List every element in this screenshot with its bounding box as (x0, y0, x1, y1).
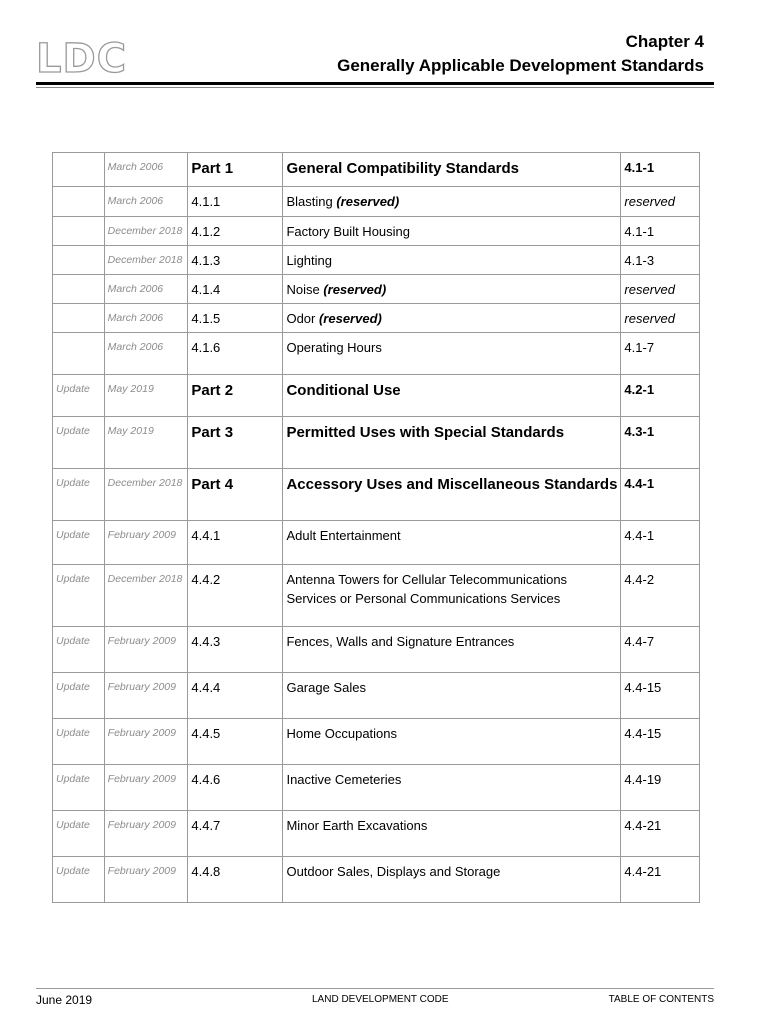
toc-status (53, 246, 105, 275)
toc-title-text: Outdoor Sales, Displays and Storage (286, 864, 501, 879)
toc-status: Update (53, 719, 105, 765)
toc-row[interactable] (53, 469, 700, 521)
toc-row[interactable] (53, 565, 700, 627)
header-rule (36, 82, 714, 85)
toc-title-text: Odor (286, 311, 319, 326)
toc-status (53, 275, 105, 304)
chapter-header (337, 30, 704, 78)
toc-title-text: Garage Sales (286, 680, 366, 695)
toc-row[interactable] (53, 246, 700, 275)
toc-status: Update (53, 811, 105, 857)
toc-row[interactable] (53, 217, 700, 246)
toc-page: reserved (621, 187, 700, 217)
toc-title (283, 417, 621, 469)
toc-table (52, 152, 700, 903)
toc-number: 4.4.6 (188, 765, 283, 811)
toc-title-text: Home Occupations (286, 726, 398, 741)
toc-number: Part 4 (188, 469, 283, 521)
toc-number: 4.1.1 (188, 187, 283, 217)
toc-title (283, 375, 621, 417)
toc-row[interactable] (53, 857, 700, 903)
toc-title-text: Adult Entertainment (286, 528, 401, 543)
toc-page: 4.4-1 (621, 521, 700, 565)
toc-number: 4.4.4 (188, 673, 283, 719)
toc-number: 4.1.5 (188, 304, 283, 333)
footer-date: June 2019 (36, 993, 93, 1007)
toc-title-text: Lighting (286, 253, 332, 268)
toc-title (283, 521, 621, 565)
toc-date: May 2019 (104, 417, 188, 469)
toc-number: 4.4.1 (188, 521, 283, 565)
toc-number: 4.1.3 (188, 246, 283, 275)
toc-date: February 2009 (104, 765, 188, 811)
toc-page: 4.4-19 (621, 765, 700, 811)
toc-date: December 2018 (104, 565, 188, 627)
toc-date: March 2006 (104, 153, 188, 187)
toc-date: May 2019 (104, 375, 188, 417)
toc-row[interactable] (53, 153, 700, 187)
toc-row[interactable] (53, 375, 700, 417)
toc-date: December 2018 (104, 217, 188, 246)
toc-page: 4.2-1 (621, 375, 700, 417)
toc-page: 4.4-21 (621, 857, 700, 903)
toc-date: February 2009 (104, 719, 188, 765)
toc-number: 4.4.7 (188, 811, 283, 857)
toc-status: Update (53, 375, 105, 417)
toc-page: 4.4-21 (621, 811, 700, 857)
toc-title (283, 627, 621, 673)
toc-page: 4.1-1 (621, 153, 700, 187)
toc-title-text: Noise (286, 282, 324, 297)
toc-number: 4.1.4 (188, 275, 283, 304)
chapter-number: Chapter 4 (625, 32, 704, 51)
toc-page: 4.1-1 (621, 217, 700, 246)
toc-title-text: Fences, Walls and Signature Entrances (286, 634, 515, 649)
toc-row[interactable] (53, 417, 700, 469)
toc-date: March 2006 (104, 187, 188, 217)
toc-page: reserved (621, 275, 700, 304)
toc-status: Update (53, 627, 105, 673)
toc-number: Part 2 (188, 375, 283, 417)
toc-status: Update (53, 857, 105, 903)
toc-status: Update (53, 765, 105, 811)
toc-page: 4.4-1 (621, 469, 700, 521)
reserved-label: (reserved) (336, 194, 400, 209)
toc-number: 4.4.2 (188, 565, 283, 627)
toc-row[interactable] (53, 304, 700, 333)
toc-date: February 2009 (104, 811, 188, 857)
toc-title-text: Factory Built Housing (286, 224, 411, 239)
toc-date: February 2009 (104, 673, 188, 719)
toc-page: 4.1-7 (621, 333, 700, 375)
toc-title (283, 765, 621, 811)
toc-title-text: General Compatibility Standards (286, 160, 520, 177)
toc-title (283, 217, 621, 246)
toc-title-text: Minor Earth Excavations (286, 818, 428, 833)
toc-title-text: Permitted Uses with Special Standards (286, 424, 565, 441)
toc-date: March 2006 (104, 304, 188, 333)
toc-status (53, 304, 105, 333)
toc-title (283, 187, 621, 217)
footer-center: LAND DEVELOPMENT CODE (312, 994, 449, 1005)
toc-title (283, 811, 621, 857)
toc-title-text: Blasting (286, 194, 337, 209)
toc-title-text: Accessory Uses and Miscellaneous Standards (286, 476, 618, 493)
chapter-title: Generally Applicable Development Standards (337, 56, 704, 75)
toc-number: 4.1.6 (188, 333, 283, 375)
toc-status (53, 217, 105, 246)
toc-row[interactable] (53, 275, 700, 304)
toc-title (283, 857, 621, 903)
toc-title (283, 469, 621, 521)
toc-title (283, 246, 621, 275)
toc-date: December 2018 (104, 246, 188, 275)
footer-right: TABLE OF CONTENTS (608, 994, 714, 1005)
toc-title-text: Antenna Towers for Cellular Telecommunications Services or Personal Communications Services (286, 572, 568, 606)
toc-title-text: Conditional Use (286, 382, 401, 399)
toc-number: Part 3 (188, 417, 283, 469)
page-footer (36, 988, 714, 1009)
reserved-label: (reserved) (318, 311, 382, 326)
toc-page: 4.3-1 (621, 417, 700, 469)
toc-page: 4.1-3 (621, 246, 700, 275)
toc-row[interactable] (53, 333, 700, 375)
toc-page: 4.4-15 (621, 673, 700, 719)
toc-row[interactable] (53, 627, 700, 673)
toc-row[interactable] (53, 521, 700, 565)
ldc-logo: LDC (36, 36, 128, 82)
toc-date: February 2009 (104, 521, 188, 565)
toc-title (283, 304, 621, 333)
toc-page: reserved (621, 304, 700, 333)
toc-title (283, 153, 621, 187)
toc-status: Update (53, 521, 105, 565)
toc-date: February 2009 (104, 857, 188, 903)
toc-number: 4.1.2 (188, 217, 283, 246)
toc-title-text: Inactive Cemeteries (286, 772, 402, 787)
toc-status: Update (53, 565, 105, 627)
toc-date: March 2006 (104, 275, 188, 304)
toc-row[interactable] (53, 719, 700, 765)
toc-date: December 2018 (104, 469, 188, 521)
toc-title (283, 565, 621, 627)
toc-status: Update (53, 469, 105, 521)
toc-title (283, 719, 621, 765)
reserved-label: (reserved) (323, 282, 387, 297)
toc-date: March 2006 (104, 333, 188, 375)
toc-status: Update (53, 417, 105, 469)
toc-status (53, 333, 105, 375)
toc-number: 4.4.3 (188, 627, 283, 673)
toc-status: Update (53, 673, 105, 719)
toc-date: February 2009 (104, 627, 188, 673)
toc-page: 4.4-15 (621, 719, 700, 765)
toc-title (283, 275, 621, 304)
toc-row[interactable] (53, 673, 700, 719)
toc-title-text: Operating Hours (286, 340, 382, 355)
toc-page: 4.4-2 (621, 565, 700, 627)
toc-row[interactable] (53, 187, 700, 217)
toc-status (53, 187, 105, 217)
toc-row[interactable] (53, 811, 700, 857)
toc-status (53, 153, 105, 187)
toc-page: 4.4-7 (621, 627, 700, 673)
header-rule-thin (36, 87, 714, 88)
toc-number: 4.4.5 (188, 719, 283, 765)
toc-number: 4.4.8 (188, 857, 283, 903)
toc-title (283, 333, 621, 375)
toc-title (283, 673, 621, 719)
toc-row[interactable] (53, 765, 700, 811)
toc-number: Part 1 (188, 153, 283, 187)
